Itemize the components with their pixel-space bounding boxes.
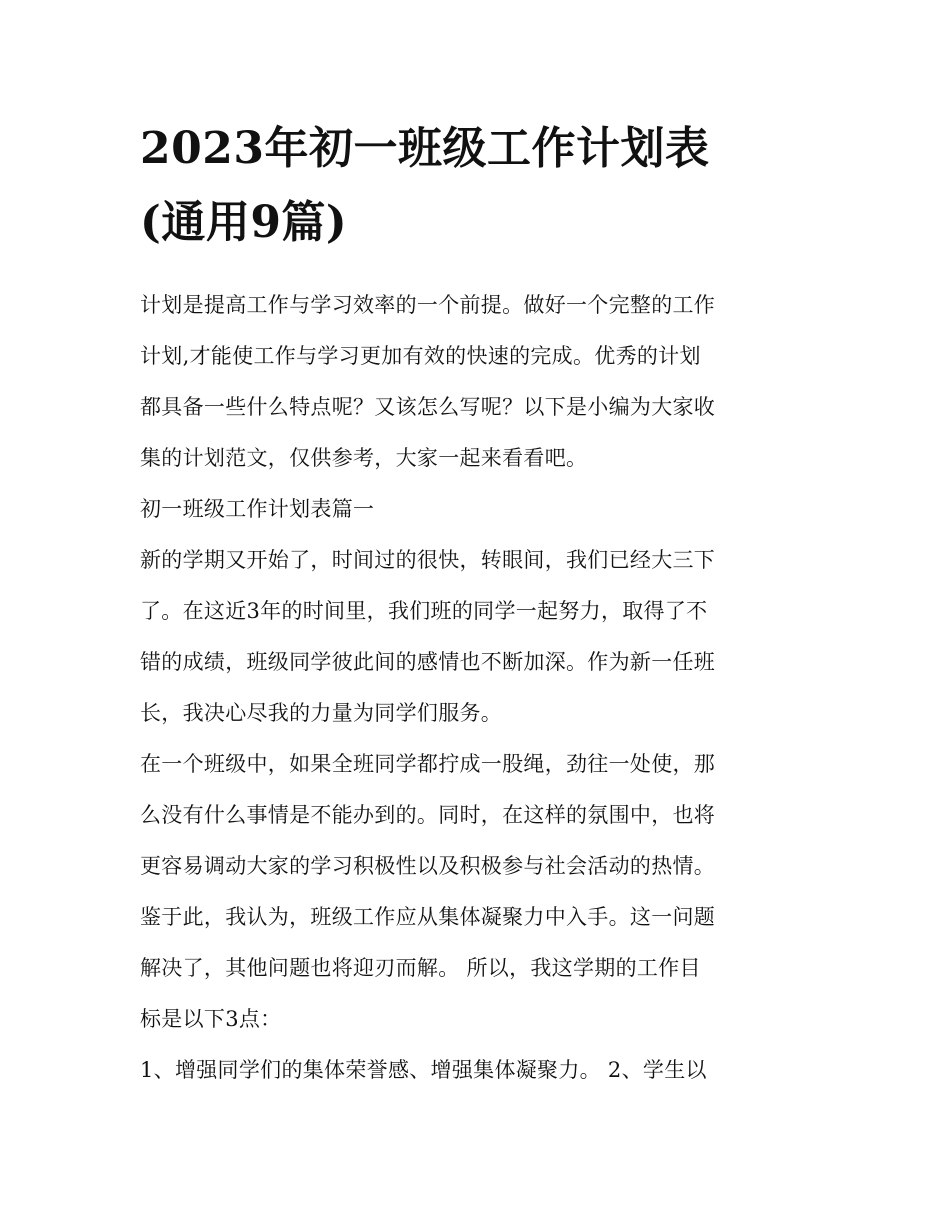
text-line: 新的学期又开始了，时间过的很快，转眼间，我们已经大三下 [140, 548, 716, 572]
body-paragraph-3 [140, 1045, 820, 1096]
intro-paragraph [140, 280, 820, 484]
body-paragraph-2 [140, 739, 820, 1045]
text-line: 标是以下3点： [140, 1007, 282, 1031]
section-heading: 初一班级工作计划表篇一 [140, 497, 375, 521]
text-line: 计划,才能使工作与学习更加有效的快速的完成。优秀的计划 [140, 344, 701, 368]
text-line: 更容易调动大家的学习积极性以及积极参与社会活动的热情。 [140, 854, 716, 878]
text-line: 在一个班级中，如果全班同学都拧成一股绳，劲往一处使，那 [140, 752, 716, 776]
text-line: 了。在这近3年的时间里，我们班的同学一起努力，取得了不 [140, 599, 708, 623]
text-line: 错的成绩，班级同学彼此间的感情也不断加深。作为新一任班 [140, 650, 716, 674]
text-line: 计划是提高工作与学习效率的一个前提。做好一个完整的工作 [140, 293, 716, 317]
text-line: 长，我决心尽我的力量为同学们服务。 [140, 701, 503, 725]
text-line: 集的计划范文，仅供参考，大家一起来看看吧。 [140, 446, 588, 470]
text-line: 1、增强同学们的集体荣誉感、增强集体凝聚力。 2、学生以 [140, 1058, 707, 1082]
document-title [140, 112, 820, 260]
document-page [140, 112, 820, 1096]
text-line: 都具备一些什么特点呢？又该怎么写呢？以下是小编为大家收 [140, 395, 716, 419]
text-line: 解决了，其他问题也将迎刃而解。 所以，我这学期的工作目 [140, 956, 701, 980]
text-line: 么没有什么事情是不能办到的。同时，在这样的氛围中，也将 [140, 803, 716, 827]
body-paragraph-1 [140, 535, 820, 739]
text-line: 鉴于此，我认为，班级工作应从集体凝聚力中入手。这一问题 [140, 905, 716, 929]
title-line-1: 2023年初一班级工作计划表 [140, 123, 710, 174]
title-line-2: (通用9篇) [140, 197, 348, 248]
